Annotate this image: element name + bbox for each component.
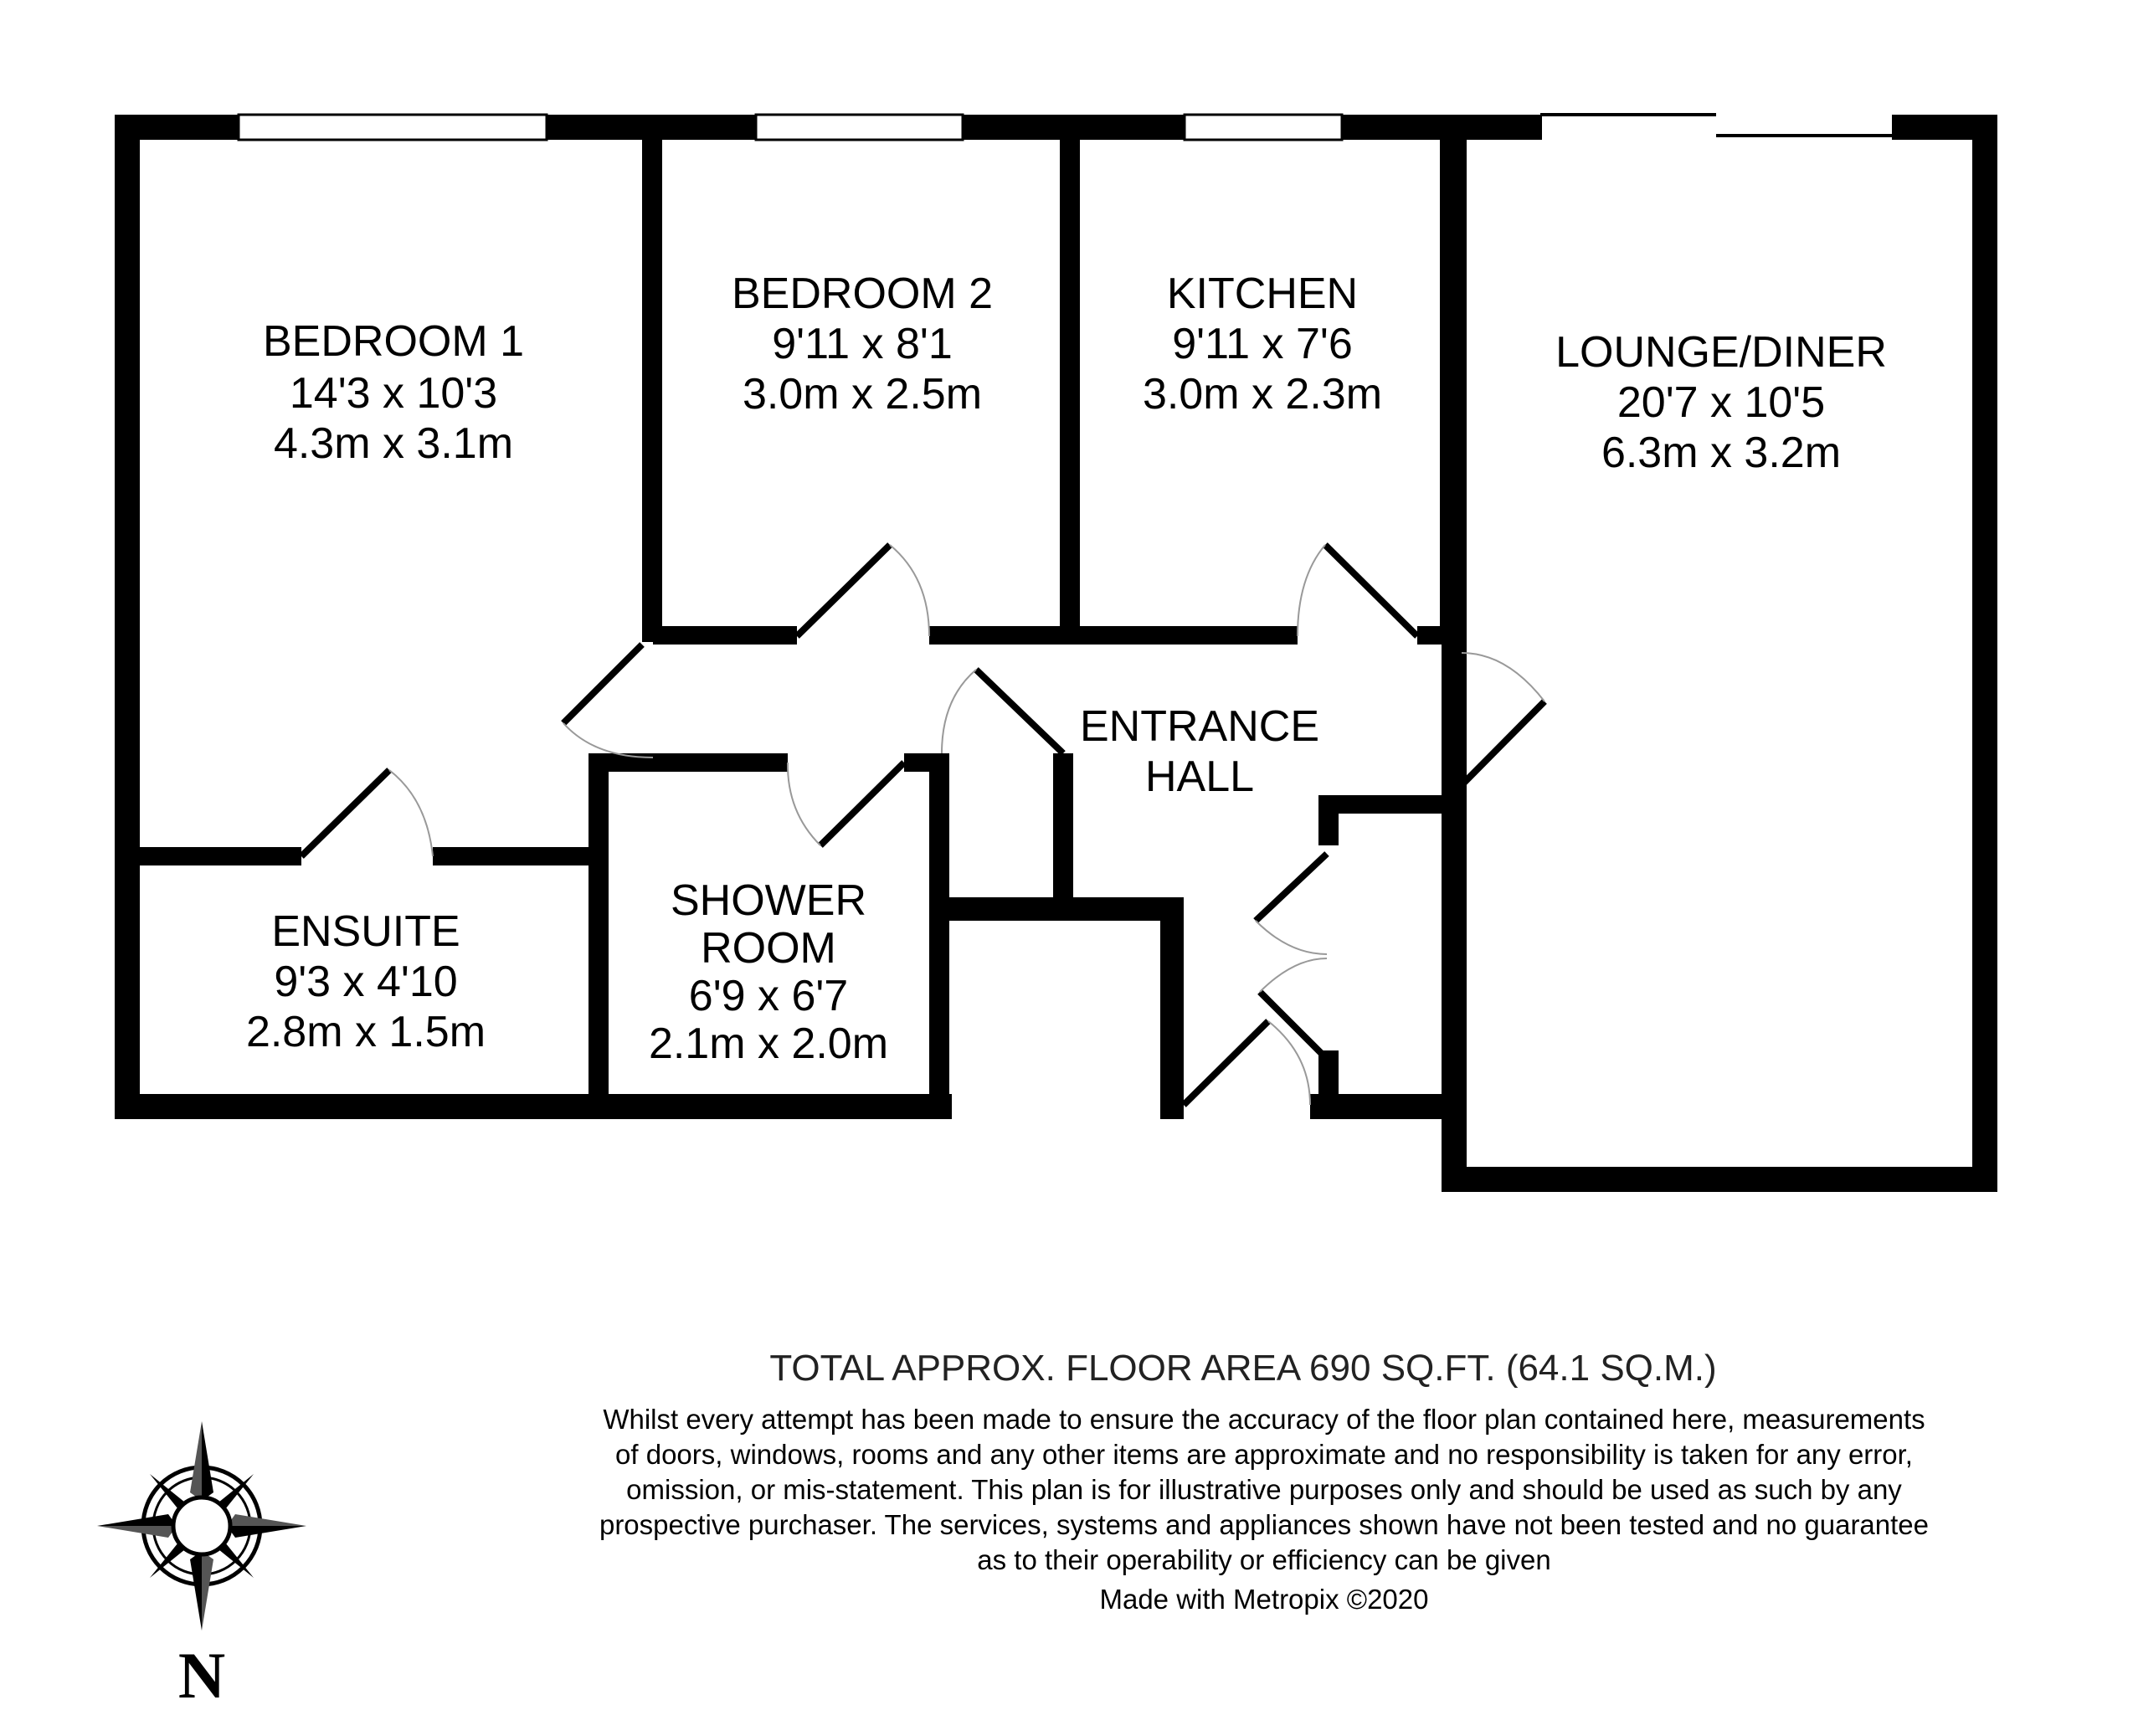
room-size-metric-bedroom-2: 3.0m x 2.5m [742, 370, 983, 419]
disclaimer-line: omission, or mis-statement. This plan is for illustrative purposes only and should be used as such by any [626, 1474, 1902, 1505]
door-swing [788, 763, 820, 845]
door-swing [389, 770, 433, 856]
wall [115, 1094, 952, 1119]
room-name-ensuite: ENSUITE [271, 907, 460, 956]
room-name-bedroom-2: BEDROOM 2 [731, 270, 994, 318]
room-name-entrance-hall-line2: HALL [1144, 752, 1255, 801]
wall [904, 753, 929, 772]
door-leaf [820, 763, 904, 845]
door-leaf [976, 670, 1063, 753]
sliding-door [1540, 115, 1894, 140]
wall [589, 753, 788, 772]
door-swing [1462, 653, 1544, 701]
window [756, 115, 963, 140]
wall [1442, 1167, 1997, 1192]
wall [1442, 785, 1462, 1179]
wall [1060, 115, 1080, 634]
door-leaf [797, 545, 890, 636]
window [1185, 115, 1342, 140]
room-size-metric-shower-room: 2.1m x 2.0m [648, 1020, 889, 1068]
wall [1053, 753, 1073, 908]
door-swing [1298, 545, 1325, 636]
wall [929, 897, 1180, 921]
door-leaf [1325, 545, 1417, 636]
door-swing [1256, 921, 1327, 954]
wall [115, 115, 140, 1119]
credit: Made with Metropix ©2020 [1099, 1584, 1429, 1615]
wall [1972, 115, 1997, 1192]
wall [433, 847, 600, 865]
wall [929, 753, 949, 1119]
disclaimer [494, 1402, 2034, 1578]
room-size-metric-lounge-diner: 6.3m x 3.2m [1601, 429, 1842, 477]
disclaimer-line: Whilst every attempt has been made to ensure the accuracy of the floor plan contained here, measurements [603, 1404, 1925, 1435]
wall [642, 115, 662, 642]
disclaimer-line: of doors, windows, rooms and any other items are approximate and no responsibility is taken for any error, [615, 1439, 1913, 1470]
wall [929, 626, 1298, 645]
room-size-metric-bedroom-1: 4.3m x 3.1m [273, 419, 514, 468]
door-swing [942, 670, 976, 753]
door-swing [563, 723, 653, 758]
doors [301, 545, 1544, 1105]
disclaimer-line: prospective purchaser. The services, systems and appliances shown have not been tested and no guarantee [599, 1509, 1930, 1540]
room-name-kitchen: KITCHEN [1166, 270, 1359, 318]
compass-icon [97, 1421, 306, 1712]
door-leaf [1184, 1021, 1268, 1105]
total-floor-area: TOTAL APPROX. FLOOR AREA 690 SQ.FT. (64.1 SQ.M.) [769, 1348, 1717, 1389]
door-leaf [1256, 854, 1327, 921]
door-leaf [563, 645, 642, 723]
room-size-imperial-shower-room: 6'9 x 6'7 [688, 972, 849, 1020]
wall [1318, 795, 1452, 814]
wall [653, 626, 797, 645]
room-size-imperial-lounge-diner: 20'7 x 10'5 [1616, 378, 1826, 427]
room-size-metric-kitchen: 3.0m x 2.3m [1142, 370, 1383, 419]
room-name-bedroom-1: BEDROOM 1 [262, 317, 525, 366]
room-name-shower-room-line2: ROOM [701, 924, 836, 973]
window [239, 115, 547, 140]
room-name-entrance-hall: ENTRANCE [1079, 702, 1320, 751]
room-size-imperial-bedroom-1: 14'3 x 10'3 [289, 369, 498, 418]
wall [1310, 1094, 1452, 1119]
wall [1160, 897, 1184, 1119]
room-size-metric-ensuite: 2.8m x 1.5m [245, 1008, 486, 1056]
wall [589, 753, 609, 1105]
room-size-imperial-ensuite: 9'3 x 4'10 [274, 958, 458, 1006]
door-leaf [301, 770, 389, 856]
wall [126, 847, 301, 865]
disclaimer-line: as to their operability or efficiency can be given [977, 1544, 1551, 1575]
room-name-lounge-diner: LOUNGE/DINER [1555, 328, 1887, 377]
room-size-imperial-kitchen: 9'11 x 7'6 [1172, 320, 1353, 368]
door-swing [890, 545, 929, 636]
room-size-imperial-bedroom-2: 9'11 x 8'1 [772, 320, 953, 368]
door-leaf [1462, 701, 1544, 785]
wall [1442, 124, 1462, 638]
compass-north-label: N [177, 1639, 226, 1712]
door-swing [1260, 958, 1327, 992]
room-name-shower-room: SHOWER [671, 876, 866, 925]
